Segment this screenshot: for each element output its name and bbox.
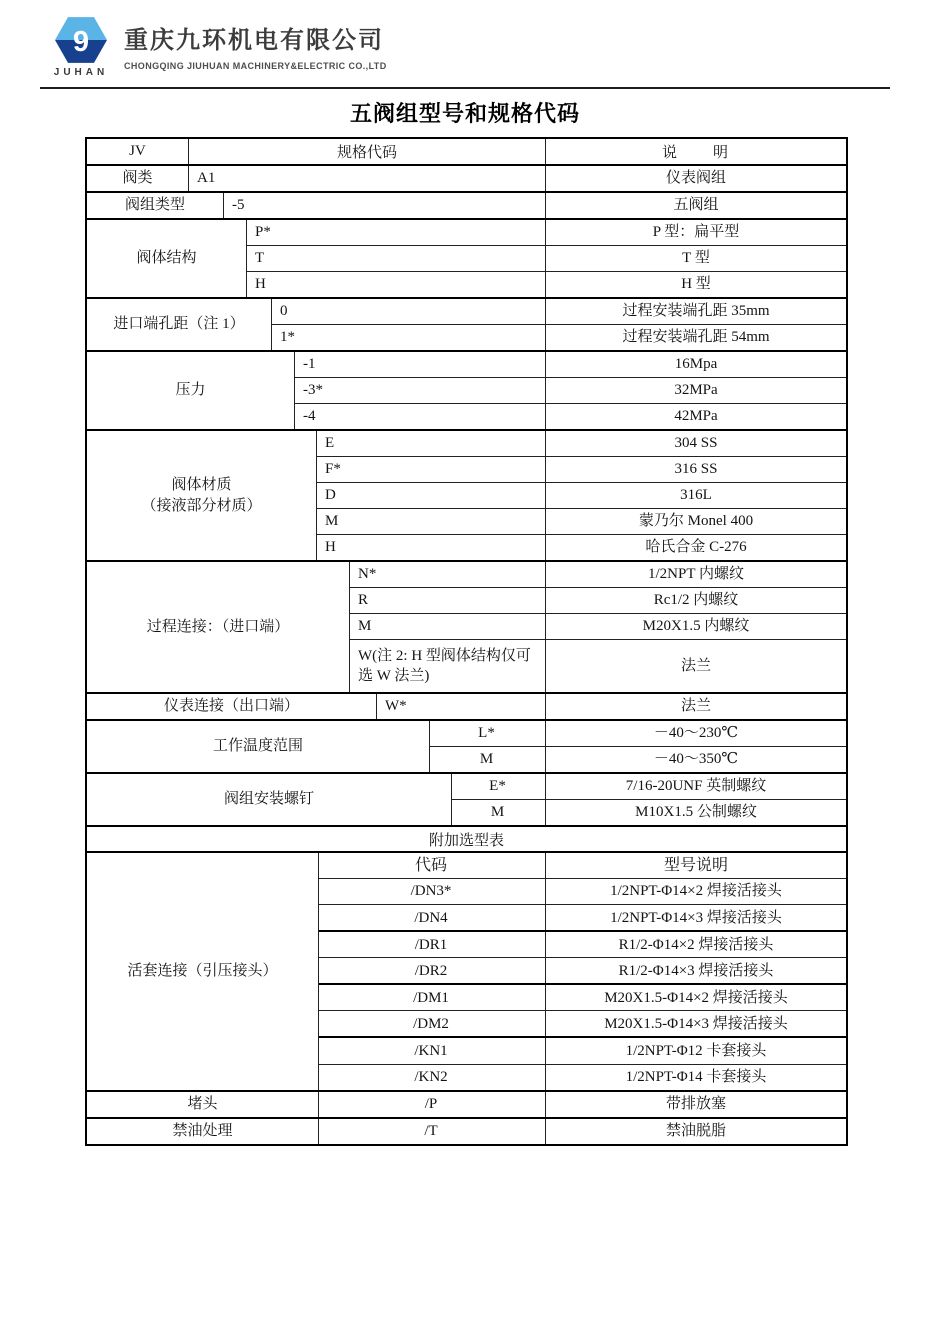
section-label [87, 431, 317, 560]
section-label-text: 阀组安装螺钉 [223, 791, 314, 808]
section-rows [319, 1092, 846, 1117]
section-label-text: 阀组类型 [124, 197, 185, 214]
section-label-subtext: （接液部分材质） [141, 497, 262, 514]
addon-table-title-row [87, 825, 846, 851]
table-row [272, 299, 846, 324]
table-row [319, 1092, 846, 1117]
section-rows [452, 774, 846, 825]
code-cell: 1* [272, 325, 546, 350]
section-label-text: 堵头 [187, 1095, 218, 1112]
table-row [452, 799, 846, 825]
desc-cell: －40～350℃ [653, 751, 739, 768]
desc-cell: 32MPa [674, 382, 718, 399]
spec-section [87, 851, 846, 1090]
desc-cell: Rc1/2 内螺纹 [653, 592, 739, 609]
code-cell: -5 [224, 193, 546, 218]
desc-cell: M20X1.5 内螺纹 [642, 618, 750, 635]
table-row [350, 613, 846, 639]
header-col-spec-code: 规格代码 [189, 139, 546, 164]
section-label [87, 166, 189, 191]
desc-cell: 1/2NPT-Φ14×2 焊接活接头 [610, 883, 782, 900]
section-rows [319, 853, 846, 1090]
spec-section [87, 164, 846, 191]
section-label [87, 853, 319, 1090]
desc-cell: M10X1.5 公制螺纹 [635, 804, 757, 821]
code-cell: E [317, 431, 546, 456]
table-row [295, 403, 846, 429]
section-label [87, 721, 430, 772]
spec-section [87, 191, 846, 218]
code-cell: N* [350, 562, 546, 587]
section-rows [350, 562, 846, 692]
code-cell: R [350, 588, 546, 613]
code-cell: M [452, 800, 546, 825]
section-rows [317, 431, 846, 560]
spec-section [87, 350, 846, 429]
desc-cell: T 型 [682, 250, 710, 267]
table-row [319, 957, 846, 983]
code-cell: -1 [295, 352, 546, 377]
section-label-text: 工作温度范围 [212, 738, 303, 755]
spec-section [87, 719, 846, 772]
code-cell: /DM2 [319, 1011, 546, 1036]
code-cell: H [247, 272, 546, 297]
table-row [295, 377, 846, 403]
section-label-text: 禁油处理 [172, 1122, 233, 1139]
table-row [452, 774, 846, 799]
desc-cell: 1/2NPT-Φ12 卡套接头 [625, 1042, 767, 1059]
code-cell: W(注 2: H 型阀体结构仅可选 W 法兰) [350, 640, 546, 692]
section-label-text: 阀体结构 [136, 250, 197, 267]
company-names [124, 16, 387, 71]
desc-cell: 1/2NPT-Φ14×3 焊接活接头 [610, 909, 782, 926]
desc-cell: 过程安装端孔距 35mm [622, 303, 770, 320]
spec-section [87, 1090, 846, 1117]
section-label-text: 过程连接：（进口端） [146, 618, 290, 635]
desc-cell: R1/2-Φ14×3 焊接活接头 [618, 962, 774, 979]
addon-table-title: 附加选型表 [428, 832, 504, 849]
section-rows [272, 299, 846, 350]
code-cell: /KN2 [319, 1065, 546, 1090]
table-row [319, 983, 846, 1010]
code-cell: P* [247, 220, 546, 245]
table-row [317, 482, 846, 508]
spec-section [87, 297, 846, 350]
code-cell: M [350, 614, 546, 639]
company-header [52, 16, 387, 78]
section-label [87, 220, 247, 297]
code-cell: -4 [295, 404, 546, 429]
logo-hexagon-icon [55, 16, 107, 64]
section-label [87, 352, 295, 429]
table-row [317, 534, 846, 560]
table-row [350, 587, 846, 613]
table-row [319, 878, 846, 904]
section-label-text: 阀体材质 [171, 477, 232, 494]
section-label [87, 562, 350, 692]
table-row [247, 245, 846, 271]
code-cell: /DR2 [319, 958, 546, 983]
desc-cell: 法兰 [680, 657, 711, 674]
desc-cell: M20X1.5-Φ14×3 焊接活接头 [604, 1015, 788, 1032]
table-row [247, 271, 846, 297]
code-cell: D [317, 483, 546, 508]
code-cell: /DM1 [319, 985, 546, 1010]
spec-section [87, 560, 846, 692]
section-label-text: 阀类 [122, 170, 153, 187]
table-row [319, 853, 846, 878]
section-label-text: 仪表连接（出口端） [163, 698, 299, 715]
section-rows [224, 193, 846, 218]
section-label-text: 压力 [175, 382, 206, 399]
code-cell: T [247, 246, 546, 271]
code-cell: M [317, 509, 546, 534]
code-cell: M [430, 747, 546, 772]
section-label [87, 1092, 319, 1117]
table-row [319, 930, 846, 957]
desc-cell: P 型：扁平型 [652, 224, 740, 241]
table-row [189, 166, 846, 191]
code-cell: 0 [272, 299, 546, 324]
section-label-text: 活套连接（引压接头） [127, 963, 278, 980]
desc-cell: 过程安装端孔距 54mm [622, 329, 770, 346]
spec-section [87, 429, 846, 560]
logo-wordmark: JUHAN [53, 67, 109, 78]
header-col-jv: JV [87, 139, 189, 164]
table-row [317, 431, 846, 456]
section-rows [319, 1119, 846, 1144]
section-label [87, 193, 224, 218]
table-row [430, 746, 846, 772]
section-rows [247, 220, 846, 297]
spec-table [85, 137, 848, 1146]
section-rows [430, 721, 846, 772]
desc-cell: 316 SS [674, 461, 718, 478]
table-row [295, 352, 846, 377]
code-cell: A1 [189, 166, 546, 191]
desc-cell: 蒙乃尔 Monel 400 [638, 513, 754, 530]
spec-section [87, 1117, 846, 1144]
code-cell: /DR1 [319, 932, 546, 957]
logo-nine-glyph: 9 [72, 25, 90, 58]
code-cell: F* [317, 457, 546, 482]
desc-cell: R1/2-Φ14×2 焊接活接头 [618, 936, 774, 953]
company-name-en: CHONGQING JIUHUAN MACHINERY&ELECTRIC CO.,LTD [124, 61, 387, 71]
section-rows [377, 694, 846, 719]
table-row [319, 904, 846, 930]
code-cell: 代码 [319, 853, 546, 878]
table-row [350, 562, 846, 587]
code-cell: /DN4 [319, 905, 546, 930]
table-row [247, 220, 846, 245]
section-label [87, 1119, 319, 1144]
code-cell: L* [430, 721, 546, 746]
code-cell: W* [377, 694, 546, 719]
desc-cell: 型号说明 [663, 856, 728, 874]
desc-cell: 五阀组 [673, 197, 719, 214]
desc-cell: 304 SS [674, 435, 718, 452]
code-cell: /P [319, 1092, 546, 1117]
spec-section [87, 692, 846, 719]
spec-section [87, 218, 846, 297]
company-name-cn: 重庆九环机电有限公司 [124, 27, 384, 54]
table-header-row [87, 139, 846, 164]
code-cell: -3* [295, 378, 546, 403]
code-cell: /T [319, 1119, 546, 1144]
desc-cell: 42MPa [674, 408, 718, 425]
table-row [430, 721, 846, 746]
desc-cell: 16Mpa [674, 356, 718, 373]
company-logo [52, 16, 110, 78]
table-row [319, 1064, 846, 1090]
code-cell: /DN3* [319, 879, 546, 904]
code-cell: H [317, 535, 546, 560]
header-col-description: 说 明 [661, 145, 730, 161]
desc-cell: 禁油脱脂 [665, 1122, 726, 1139]
section-label [87, 694, 377, 719]
table-row [319, 1010, 846, 1036]
desc-cell: 1/2NPT 内螺纹 [648, 566, 744, 583]
table-row [377, 694, 846, 719]
desc-cell: －40～230℃ [653, 725, 739, 742]
table-row [272, 324, 846, 350]
desc-cell: 法兰 [680, 698, 711, 715]
code-cell: /KN1 [319, 1038, 546, 1063]
desc-cell: 1/2NPT-Φ14 卡套接头 [625, 1068, 767, 1085]
header-divider [40, 87, 890, 89]
desc-cell: 316L [680, 487, 712, 504]
desc-cell: 7/16-20UNF 英制螺纹 [625, 778, 767, 795]
table-row [317, 508, 846, 534]
desc-cell: 仪表阀组 [665, 170, 726, 187]
page-title: 五阀组型号和规格代码 [349, 101, 580, 126]
table-row [224, 193, 846, 218]
table-row [317, 456, 846, 482]
spec-section [87, 772, 846, 825]
table-row [319, 1036, 846, 1063]
table-row [350, 639, 846, 692]
section-rows [189, 166, 846, 191]
section-label [87, 299, 272, 350]
table-row [319, 1119, 846, 1144]
section-rows [295, 352, 846, 429]
desc-cell: 带排放塞 [665, 1095, 726, 1112]
desc-cell: H 型 [681, 276, 711, 293]
section-label [87, 774, 452, 825]
desc-cell: M20X1.5-Φ14×2 焊接活接头 [604, 989, 788, 1006]
desc-cell: 哈氏合金 C-276 [645, 539, 747, 556]
section-label-text: 进口端孔距（注 1） [113, 316, 245, 333]
code-cell: E* [452, 774, 546, 799]
